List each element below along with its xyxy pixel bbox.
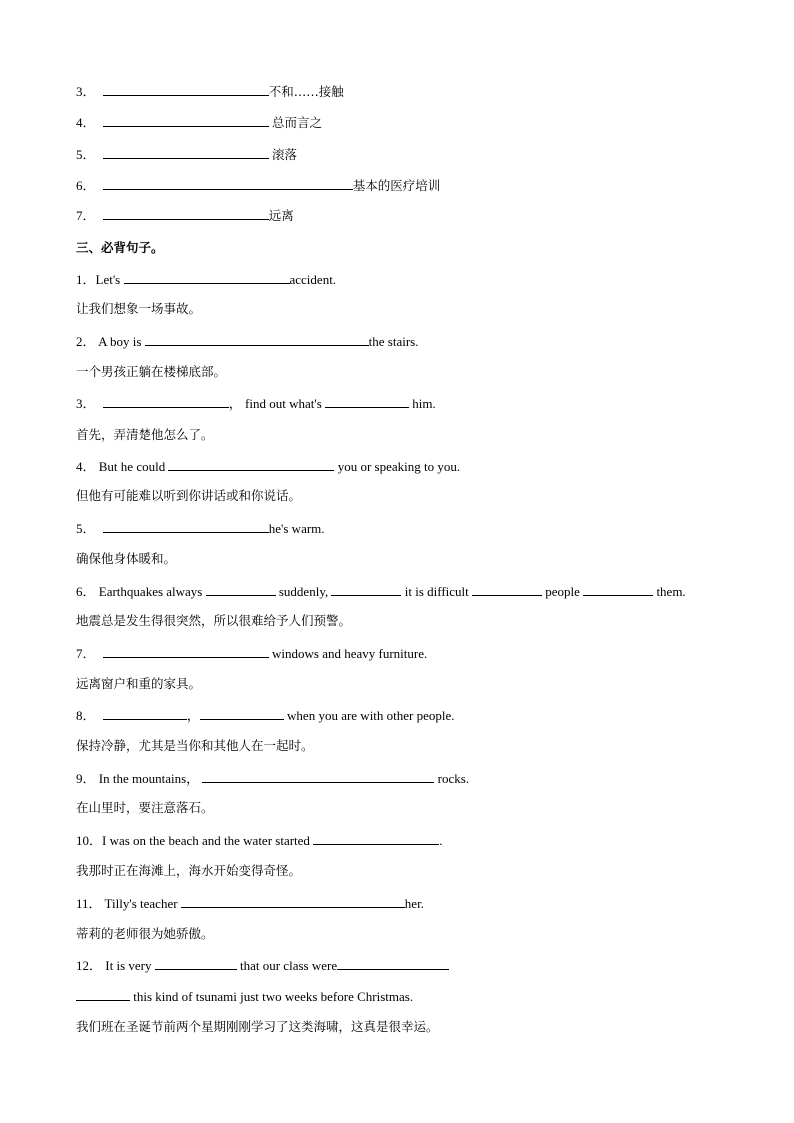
- answer-blank[interactable]: [331, 583, 401, 596]
- sentence-text: accident.: [289, 272, 337, 287]
- sentence-10: [76, 832, 442, 849]
- phrase-meaning: 不和……接触: [268, 84, 344, 99]
- item-number: 11．: [76, 896, 102, 911]
- phrase-meaning: 总而言之: [272, 115, 323, 130]
- answer-blank[interactable]: [337, 957, 449, 970]
- answer-blank[interactable]: [202, 770, 434, 783]
- sentence-text: them.: [656, 584, 686, 599]
- section-title: 三、必背句子。: [76, 240, 164, 255]
- phrase-item-6: [76, 177, 440, 194]
- sentence-text: he's warm.: [268, 521, 325, 536]
- sentence-text: I was on the beach and the water started: [102, 833, 310, 848]
- answer-blank[interactable]: [103, 83, 269, 96]
- sentence-11: [76, 895, 424, 912]
- sentence-text: her.: [404, 896, 424, 911]
- item-number: 4．: [76, 115, 96, 130]
- sentence-text: you or speaking to you.: [337, 459, 461, 474]
- answer-blank[interactable]: [181, 895, 405, 908]
- answer-blank[interactable]: [313, 832, 439, 845]
- sentence-2-translation: 一个男孩正躺在楼梯底部。: [76, 364, 227, 379]
- item-number: 3．: [76, 84, 96, 99]
- sentence-text: windows and heavy furniture.: [272, 646, 428, 661]
- item-number: 10．: [76, 833, 103, 848]
- answer-blank[interactable]: [103, 520, 269, 533]
- phrase-item-4: [76, 114, 322, 131]
- sentence-6-translation: 地震总是发生得很突然，所以很难给予人们预警。: [76, 613, 352, 628]
- item-number: 9．: [76, 771, 96, 786]
- sentence-2: [76, 333, 418, 350]
- answer-blank[interactable]: [103, 707, 187, 720]
- item-number: 3．: [76, 396, 96, 411]
- sentence-7: [76, 645, 427, 662]
- sentence-12-continued: [76, 988, 413, 1005]
- phrase-meaning: 远离: [268, 208, 294, 223]
- sentence-12-translation: 我们班在圣诞节前两个星期刚刚学习了这类海啸，这真是很幸运。: [76, 1019, 439, 1034]
- answer-blank[interactable]: [103, 207, 269, 220]
- answer-blank[interactable]: [103, 395, 229, 408]
- sentence-text: In the mountains，: [98, 771, 200, 786]
- item-number: 2．: [76, 334, 96, 349]
- sentence-text: A boy is: [98, 334, 142, 349]
- answer-blank[interactable]: [200, 707, 284, 720]
- item-number: 6．: [76, 178, 96, 193]
- sentence-11-translation: 蒂莉的老师很为她骄傲。: [76, 926, 214, 941]
- answer-blank[interactable]: [155, 957, 237, 970]
- item-number: 12．: [76, 958, 103, 973]
- sentence-text: people: [545, 584, 580, 599]
- sentence-1-translation: 让我们想象一场事故。: [76, 301, 202, 316]
- sentence-text: rocks.: [437, 771, 470, 786]
- item-number: 7．: [76, 208, 96, 223]
- sentence-text: It is very: [105, 958, 152, 973]
- sentence-text: ，: [186, 708, 200, 723]
- sentence-text: ，: [228, 396, 242, 411]
- item-number: 8．: [76, 708, 96, 723]
- sentence-text: it is difficult: [404, 584, 469, 599]
- answer-blank[interactable]: [168, 458, 334, 471]
- sentence-8: [76, 707, 455, 724]
- item-number: 5．: [76, 147, 96, 162]
- sentence-text: Earthquakes always: [98, 584, 203, 599]
- sentence-text: find out what's: [245, 396, 322, 411]
- item-number: 1．: [76, 272, 96, 287]
- answer-blank[interactable]: [206, 583, 276, 596]
- sentence-5-translation: 确保他身体暖和。: [76, 551, 177, 566]
- sentence-text: Tilly's teacher: [104, 896, 178, 911]
- sentence-10-translation: 我那时正在海滩上，海水开始变得奇怪。: [76, 863, 302, 878]
- sentence-12: [76, 957, 449, 974]
- phrase-item-7: [76, 207, 294, 224]
- item-number: 7．: [76, 646, 96, 661]
- sentence-1: [76, 271, 336, 288]
- item-number: 6．: [76, 584, 96, 599]
- sentence-3: [76, 395, 436, 412]
- sentence-3-translation: 首先，弄清楚他怎么了。: [76, 427, 214, 442]
- sentence-4: [76, 458, 460, 475]
- phrase-item-3: [76, 83, 344, 100]
- answer-blank[interactable]: [124, 271, 290, 284]
- answer-blank[interactable]: [103, 177, 353, 190]
- answer-blank[interactable]: [76, 988, 130, 1001]
- answer-blank[interactable]: [325, 395, 409, 408]
- phrase-meaning: 基本的医疗培训: [352, 178, 441, 193]
- item-number: 5．: [76, 521, 96, 536]
- sentence-text: Let's: [95, 272, 121, 287]
- answer-blank[interactable]: [103, 146, 269, 159]
- sentence-6: [76, 583, 686, 600]
- sentence-text: when you are with other people.: [287, 708, 455, 723]
- answer-blank[interactable]: [103, 645, 269, 658]
- answer-blank[interactable]: [145, 333, 369, 346]
- phrase-meaning: 滚落: [272, 147, 298, 162]
- sentence-text: suddenly,: [278, 584, 329, 599]
- item-number: 4．: [76, 459, 96, 474]
- sentence-text: .: [439, 833, 443, 848]
- answer-blank[interactable]: [472, 583, 542, 596]
- answer-blank[interactable]: [103, 114, 269, 127]
- sentence-text: But he could: [98, 459, 166, 474]
- sentence-text: that our class were: [239, 958, 338, 973]
- sentence-text: this kind of tsunami just two weeks before Christmas.: [133, 989, 414, 1004]
- sentence-9-translation: 在山里时，要注意落石。: [76, 800, 214, 815]
- sentence-text: the stairs.: [368, 334, 419, 349]
- sentence-5: [76, 520, 325, 537]
- sentence-text: him.: [412, 396, 436, 411]
- sentence-4-translation: 但他有可能难以听到你讲话或和你说话。: [76, 488, 302, 503]
- sentence-8-translation: 保持冷静，尤其是当你和其他人在一起时。: [76, 738, 314, 753]
- phrase-item-5: [76, 146, 297, 163]
- sentence-9: [76, 770, 469, 787]
- sentence-7-translation: 远离窗户和重的家具。: [76, 676, 202, 691]
- answer-blank[interactable]: [583, 583, 653, 596]
